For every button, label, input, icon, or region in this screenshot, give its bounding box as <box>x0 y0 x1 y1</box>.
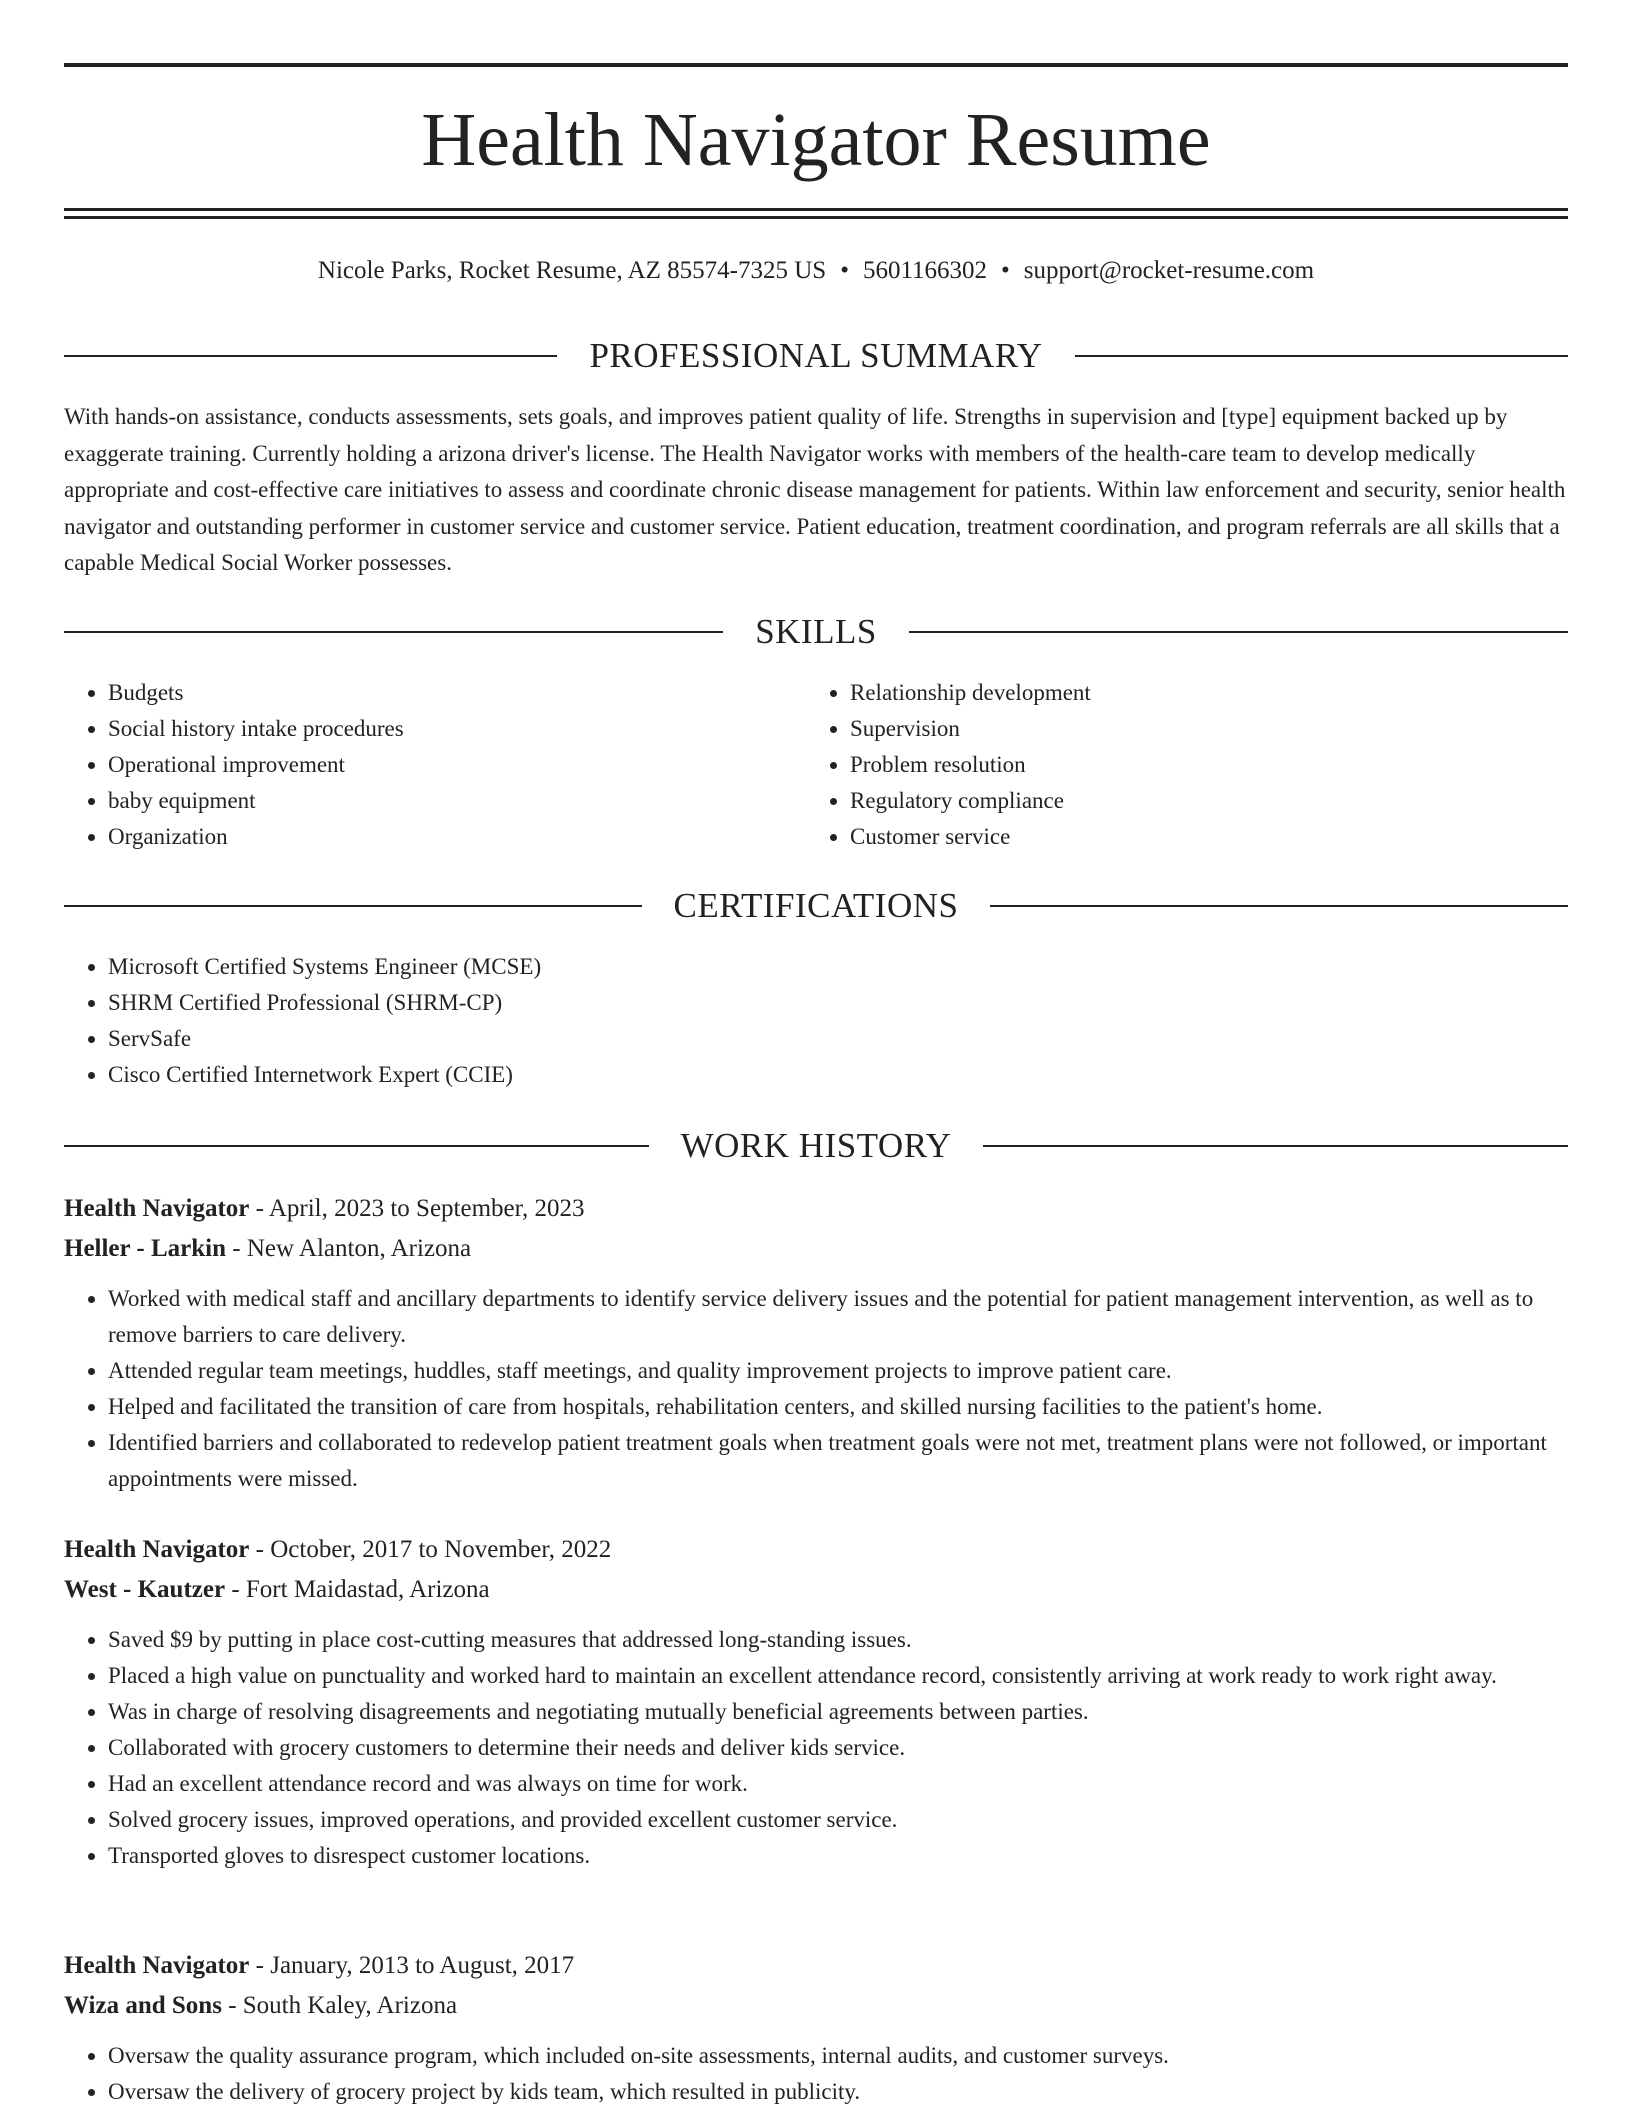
page-title: Health Navigator Resume <box>421 98 1211 182</box>
certifications-heading-label: CERTIFICATIONS <box>673 886 959 925</box>
job-bullet: • Attended regular team meetings, huddles, staff meetings, and quality improvement projects to improve patient care. <box>108 1353 1568 1389</box>
job-entry <box>64 1530 1568 1874</box>
job-bullet: • Saved $9 by putting in place cost-cutting measures that addressed long-standing issues. <box>108 1622 1568 1658</box>
certifications-heading <box>64 884 1568 928</box>
contact-phone: 5601166302 <box>862 257 988 284</box>
heading-rule <box>64 905 642 907</box>
job-location: Fort Maidastad, Arizona <box>245 1576 490 1603</box>
contact-email: support@rocket-resume.com <box>1023 257 1315 284</box>
skill-item: • Relationship development <box>850 675 1548 711</box>
contact-address: Nicole Parks, Rocket Resume, AZ 85574-7325 US <box>317 257 827 284</box>
job-company-line <box>64 1986 1568 2026</box>
certification-item: • SHRM Certified Professional (SHRM-CP) <box>108 985 1568 1021</box>
job-title-line <box>64 1530 1568 1570</box>
certification-item: • ServSafe <box>108 1021 1568 1057</box>
skill-item: • Organization <box>108 819 806 855</box>
job-company-line <box>64 1229 1568 1269</box>
job-dash: - <box>255 1952 264 1979</box>
title-rule-upper <box>64 208 1568 211</box>
work-history-heading-label: WORK HISTORY <box>680 1126 952 1165</box>
top-rule <box>64 63 1568 67</box>
heading-rule <box>64 355 557 357</box>
skills-column-right <box>806 675 1548 855</box>
job-bullet: • Solved grocery issues, improved operations, and provided excellent customer service. <box>108 1802 1568 1838</box>
skill-item: • Social history intake procedures <box>108 711 806 747</box>
job-dash: - <box>232 1235 241 1262</box>
job-dates: April, 2023 to September, 2023 <box>268 1195 585 1222</box>
skills-list <box>64 675 1568 855</box>
job-bullet: • Helped and facilitated the transition of care from hospitals, rehabilitation centers, and skilled nursing facilities to the patient's home. <box>108 1389 1568 1425</box>
heading-rule <box>1075 355 1568 357</box>
job-dash: - <box>255 1536 264 1563</box>
job-title: Health Navigator <box>64 1952 250 1979</box>
job-bullet: • Had an excellent attendance record and was always on time for work. <box>108 1766 1568 1802</box>
certification-item: • Cisco Certified Internetwork Expert (CCIE) <box>108 1057 1568 1093</box>
job-bullet: • Oversaw the quality assurance program, which included on-site assessments, internal audits, and customer surveys. <box>108 2038 1568 2074</box>
job-dash: - <box>255 1195 264 1222</box>
job-location: South Kaley, Arizona <box>242 1992 458 2019</box>
job-title-line <box>64 1189 1568 1229</box>
job-entry <box>64 1189 1568 1497</box>
job-bullet: • Placed a high value on punctuality and worked hard to maintain an excellent attendance record, consistently arriving at work ready to work right away. <box>108 1658 1568 1694</box>
heading-rule <box>990 905 1568 907</box>
skill-item: • Problem resolution <box>850 747 1548 783</box>
summary-heading <box>64 334 1568 378</box>
job-bullet: • Identified barriers and collaborated to redevelop patient treatment goals when treatment goals were not met, treatment plans were not followed, or important appointments were missed. <box>108 1425 1568 1497</box>
job-dash: - <box>228 1992 237 2019</box>
job-company: Wiza and Sons <box>64 1992 222 2019</box>
job-dates: January, 2013 to August, 2017 <box>270 1952 575 1979</box>
job-bullet: • Was in charge of resolving disagreements and negotiating mutually beneficial agreements between parties. <box>108 1694 1568 1730</box>
skills-heading-label: SKILLS <box>755 612 877 651</box>
summary-heading-label: PROFESSIONAL SUMMARY <box>589 336 1043 375</box>
skill-item: • baby equipment <box>108 783 806 819</box>
job-dates: October, 2017 to November, 2022 <box>270 1536 612 1563</box>
skills-heading <box>64 610 1568 654</box>
job-bullets <box>64 1281 1568 1497</box>
contact-line <box>64 254 1568 288</box>
heading-rule <box>64 1145 649 1147</box>
heading-rule <box>64 631 723 633</box>
job-company: West - Kautzer <box>64 1576 226 1603</box>
job-title: Health Navigator <box>64 1536 250 1563</box>
job-title: Health Navigator <box>64 1195 250 1222</box>
job-title-line <box>64 1946 1568 1986</box>
skill-item: • Budgets <box>108 675 806 711</box>
heading-rule <box>983 1145 1568 1147</box>
title-rule-lower <box>64 216 1568 219</box>
skill-item: • Customer service <box>850 819 1548 855</box>
job-company: Heller - Larkin <box>64 1235 227 1262</box>
summary-text: With hands-on assistance, conducts assessments, sets goals, and improves patient quality of life. Strengths in supervision and [type] equipment backed up by exaggerate training. Currently holding a arizona driver's license. The Health Navigator works with members of the health-care team to develop medically appropriate and cost-effective care initiatives to assess and coordinate chronic disease management for patients. Within law enforcement and security, senior health navigator and outstanding performer in customer service and customer service. Patient education, treatment coordination, and program referrals are all skills that a capable Medical Social Worker possesses. <box>64 404 1566 575</box>
job-company-line <box>64 1570 1568 1610</box>
contact-separator: • <box>840 257 849 284</box>
skill-item: • Operational improvement <box>108 747 806 783</box>
certifications-list <box>64 949 1568 1093</box>
job-entry <box>64 1946 1568 2110</box>
job-bullet: • Worked with medical staff and ancillary departments to identify service delivery issues and the potential for patient management intervention, as well as to remove barriers to care delivery. <box>108 1281 1568 1353</box>
job-bullet: • Collaborated with grocery customers to determine their needs and deliver kids service. <box>108 1730 1568 1766</box>
contact-separator: • <box>1001 257 1010 284</box>
job-dash: - <box>231 1576 240 1603</box>
skill-item: • Regulatory compliance <box>850 783 1548 819</box>
job-bullets <box>64 1622 1568 1874</box>
job-location: New Alanton, Arizona <box>246 1235 472 1262</box>
job-bullet: • Transported gloves to disrespect customer locations. <box>108 1838 1568 1874</box>
certification-item: • Microsoft Certified Systems Engineer (MCSE) <box>108 949 1568 985</box>
job-bullet: • Oversaw the delivery of grocery project by kids team, which resulted in publicity. <box>108 2074 1568 2110</box>
heading-rule <box>909 631 1568 633</box>
skills-column-left <box>64 675 806 855</box>
job-bullets <box>64 2038 1568 2110</box>
work-history-heading <box>64 1124 1568 1168</box>
skill-item: • Supervision <box>850 711 1548 747</box>
